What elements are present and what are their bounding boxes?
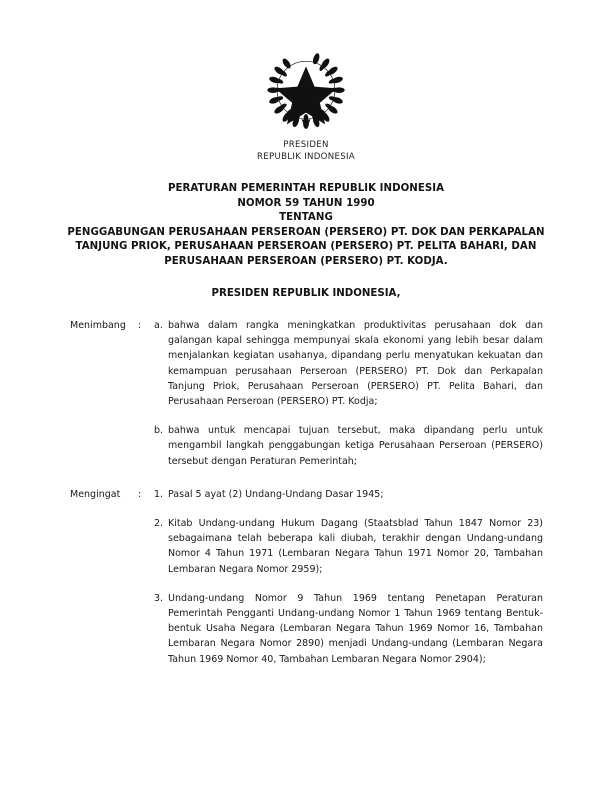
clause-item xyxy=(154,516,543,577)
clause-item xyxy=(154,423,543,469)
clause-keyword-menimbang: Menimbang xyxy=(70,320,126,331)
clause-sections xyxy=(0,318,612,667)
title-line-number: NOMOR 59 TAHUN 1990 xyxy=(237,197,375,209)
clause-item-marker: a. xyxy=(154,320,163,331)
clause-items-menimbang xyxy=(154,318,543,469)
clause-item-text: bahwa dalam rangka meningkatkan produktivitas perusahaan dok dan galangan kapal sehingga mempunyai skala ekonomi yang lebih besar dalam menjalankan kegiatan usahanya, dipandang perlu menyatukan kekuatan dan kemampuan perusahaan Perseroan (PERSERO) PT. Dok dan Perkapalan Tanjung Priok, Perusahaan Perseroan (PERSERO) PT. Pelita Bahari, dan Perusahaan Perseroan (PERSERO) PT. Kodja; xyxy=(168,320,543,408)
clause-item-text: Pasal 5 ayat (2) Undang-Undang Dasar 1945; xyxy=(168,488,384,500)
title-line-about: TENTANG xyxy=(279,212,333,224)
letterhead-line-republik: REPUBLIK INDONESIA xyxy=(257,151,355,162)
title-line-regulation: PERATURAN PEMERINTAH REPUBLIK INDONESIA xyxy=(167,183,445,194)
clause-item-text: Undang-undang Nomor 9 Tahun 1969 tentang Penetapan Peraturan Pemerintah Pengganti Undang-undang Nomor 1 Tahun 1969 tentang Bentuk-bentuk Usaha Negara (Lembaran Negara Tahun 1969 Nomor 16, Tambahan Lembaran Negara Nomor 2890) menjadi Undang-undang (Lembaran Negara Tahun 1969 Nomor 40, Tambahan Lembaran Negara Nomor 2904); xyxy=(168,592,543,665)
title-line-subject-3: PERUSAHAAN PERSEROAN (PERSERO) PT. KODJA. xyxy=(164,255,448,267)
garuda-star-wreath-emblem xyxy=(260,48,352,136)
document-title-block xyxy=(56,182,556,270)
clause-colon-mengingat: : xyxy=(138,488,142,500)
clause-item-text: Kitab Undang-undang Hukum Dagang (Staatsblad Tahun 1847 Nomor 23) sebagaimana telah beberapa kali diubah, terakhir dengan Undang-undang Nomor 4 Tahun 1971 (Lembaran Negara Tahun 1971 Nomor 20, Tambahan Lembaran Negara Nomor 2959); xyxy=(168,518,543,575)
title-line-subject-1: PENGGABUNGAN PERUSAHAAN PERSEROAN (PERSERO) PT. DOK DAN PERKAPALAN xyxy=(67,226,545,238)
letterhead xyxy=(0,48,612,163)
clause-item xyxy=(154,591,543,667)
section-spacer xyxy=(0,469,612,487)
clause-keyword-mengingat: Mengingat xyxy=(70,488,121,500)
clause-item-text: bahwa untuk mencapai tujuan tersebut, maka dipandang perlu untuk mengambil langkah penggabungan ketiga Perusahaan Perseroan (PERSERO) tersebut dengan Peraturan Pemerintah; xyxy=(168,425,543,467)
clause-item-marker: 2. xyxy=(154,518,164,530)
clause-item xyxy=(154,487,543,502)
clause-item-marker: b. xyxy=(154,425,164,437)
clause-colon-menimbang: : xyxy=(138,320,142,331)
clause-group-mengingat xyxy=(0,487,612,667)
title-line-subject-2: TANJUNG PRIOK, PERUSAHAAN PERSEROAN (PERSERO) PT. PELITA BAHARI, DAN xyxy=(75,241,537,253)
president-heading: PRESIDEN REPUBLIK INDONESIA, xyxy=(211,288,401,299)
clause-item-marker: 1. xyxy=(154,488,164,500)
clause-group-menimbang xyxy=(0,318,612,469)
clause-items-mengingat xyxy=(154,487,543,667)
clause-item xyxy=(154,318,543,409)
clause-item-marker: 3. xyxy=(154,592,164,604)
letterhead-line-presiden: PRESIDEN xyxy=(283,140,329,150)
